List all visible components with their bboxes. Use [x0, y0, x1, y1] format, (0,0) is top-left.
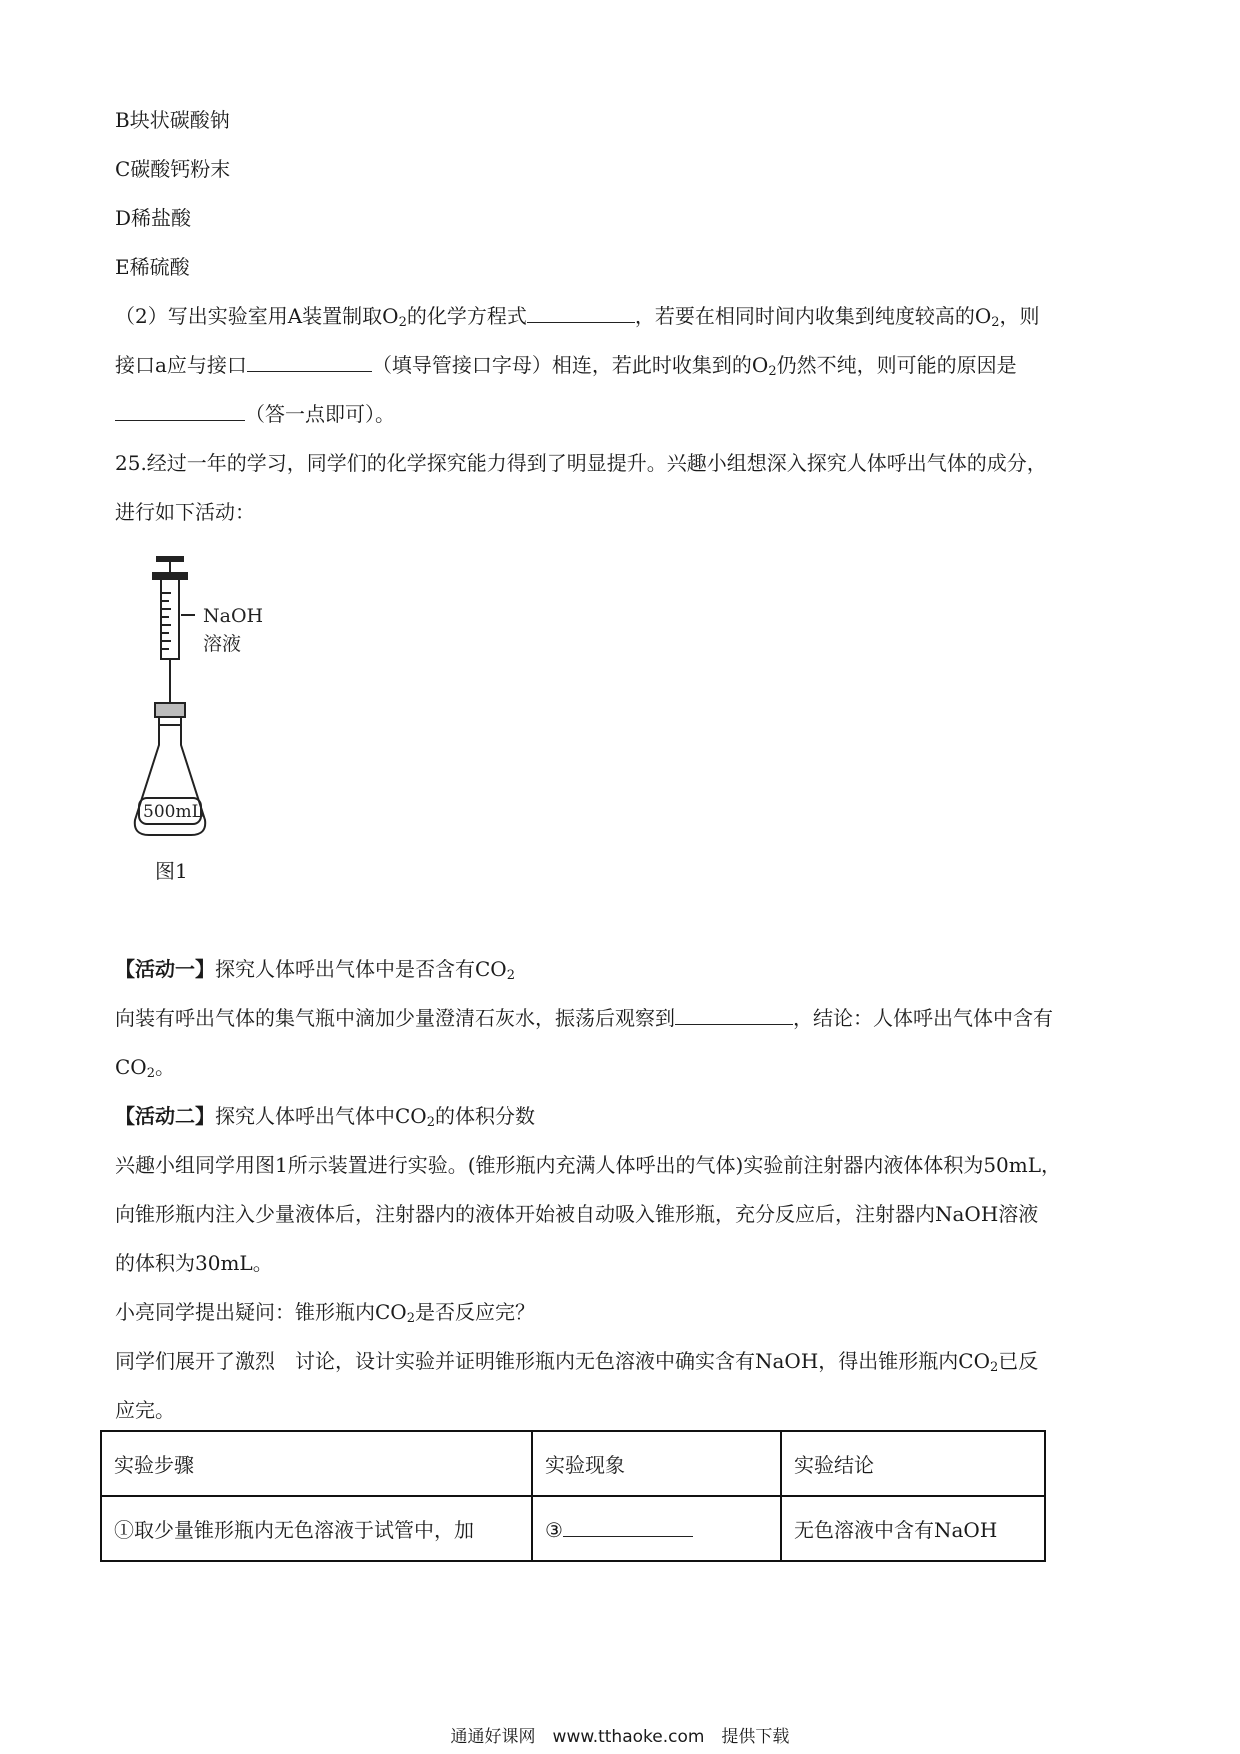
activity1-title: 【活动一】探究人体呼出气体中是否含有$CO_2$: [115, 957, 515, 983]
cell-phenomenon: ③: [532, 1496, 781, 1561]
q2-line-3: （答一点即可）。: [115, 400, 395, 428]
activity2-p3: 的体积为30mL。: [115, 1251, 273, 1275]
option-d: D稀盐酸: [115, 206, 192, 230]
option-b: B块状碳酸钠: [115, 108, 230, 132]
activity2-p5: 同学们展开了激烈 讨论，设计实验并证明锥形瓶内无色溶液中确实含有NaOH，得出锥形瓶内$CO_2$已反: [115, 1349, 1039, 1375]
experiment-table: [100, 1430, 1046, 1562]
header-phenomenon: 实验现象: [532, 1431, 781, 1496]
option-c: C碳酸钙粉末: [115, 157, 231, 181]
table-header-row: [101, 1431, 1045, 1496]
activity1-line-1: 向装有呼出气体的集气瓶中滴加少量澄清石灰水，振荡后观察到 ，结论：人体呼出气体中含有: [115, 1006, 1053, 1030]
activity2-title: 【活动二】探究人体呼出气体中$CO_2$的体积分数: [115, 1104, 535, 1130]
figure-caption: 图1: [155, 859, 188, 883]
activity2-p6: 应完。: [115, 1398, 175, 1422]
activity1-line-2: $CO_2$。: [115, 1055, 175, 1081]
q2-line-1: （2）写出实验室用A装置制取$O_2$的化学方程式 ，若要在相同时间内收集到纯度较高的$O_2$，则: [115, 304, 1040, 330]
header-step: 实验步骤: [101, 1431, 532, 1496]
header-conclusion: 实验结论: [781, 1431, 1045, 1496]
cell-conclusion: 无色溶液中含有NaOH: [781, 1496, 1045, 1561]
activity2-p2: 向锥形瓶内注入少量液体后，注射器内的液体开始被自动吸入锥形瓶，充分反应后，注射器内NaOH溶液: [115, 1202, 1039, 1226]
activity2-p4: 小亮同学提出疑问：锥形瓶内$CO_2$是否反应完？: [115, 1300, 535, 1326]
q2-line-2: 接口a应与接口 （填导管接口字母）相连，若此时收集到的$O_2$仍然不纯，则可能的原因是: [115, 353, 1017, 379]
syringe-flask-apparatus: [125, 555, 285, 885]
flask-volume-label: 500mL: [143, 802, 203, 822]
answer-blank[interactable]: [563, 1516, 693, 1537]
activity2-p1: 兴趣小组同学用图1所示装置进行实验。(锥形瓶内充满人体呼出的气体)实验前注射器内液体体积为50mL，: [115, 1153, 1062, 1177]
footer: 通通好课网 www.tthaoke.com 提供下载: [450, 1727, 790, 1747]
cell-step: ①取少量锥形瓶内无色溶液于试管中，加: [101, 1496, 532, 1561]
answer-blank[interactable]: [115, 400, 245, 421]
q25-line-2: 进行如下活动：: [115, 500, 255, 524]
answer-blank[interactable]: [247, 351, 372, 372]
answer-blank[interactable]: [675, 1004, 793, 1025]
table-row: [101, 1496, 1045, 1561]
answer-blank[interactable]: [527, 302, 635, 323]
solution-label: 溶液: [203, 633, 242, 655]
naoh-label: NaOH: [203, 605, 264, 627]
option-e: E稀硫酸: [115, 255, 190, 279]
q25-line-1: 25.经过一年的学习，同学们的化学探究能力得到了明显提升。兴趣小组想深入探究人体呼出气体的成分，: [115, 451, 1047, 475]
